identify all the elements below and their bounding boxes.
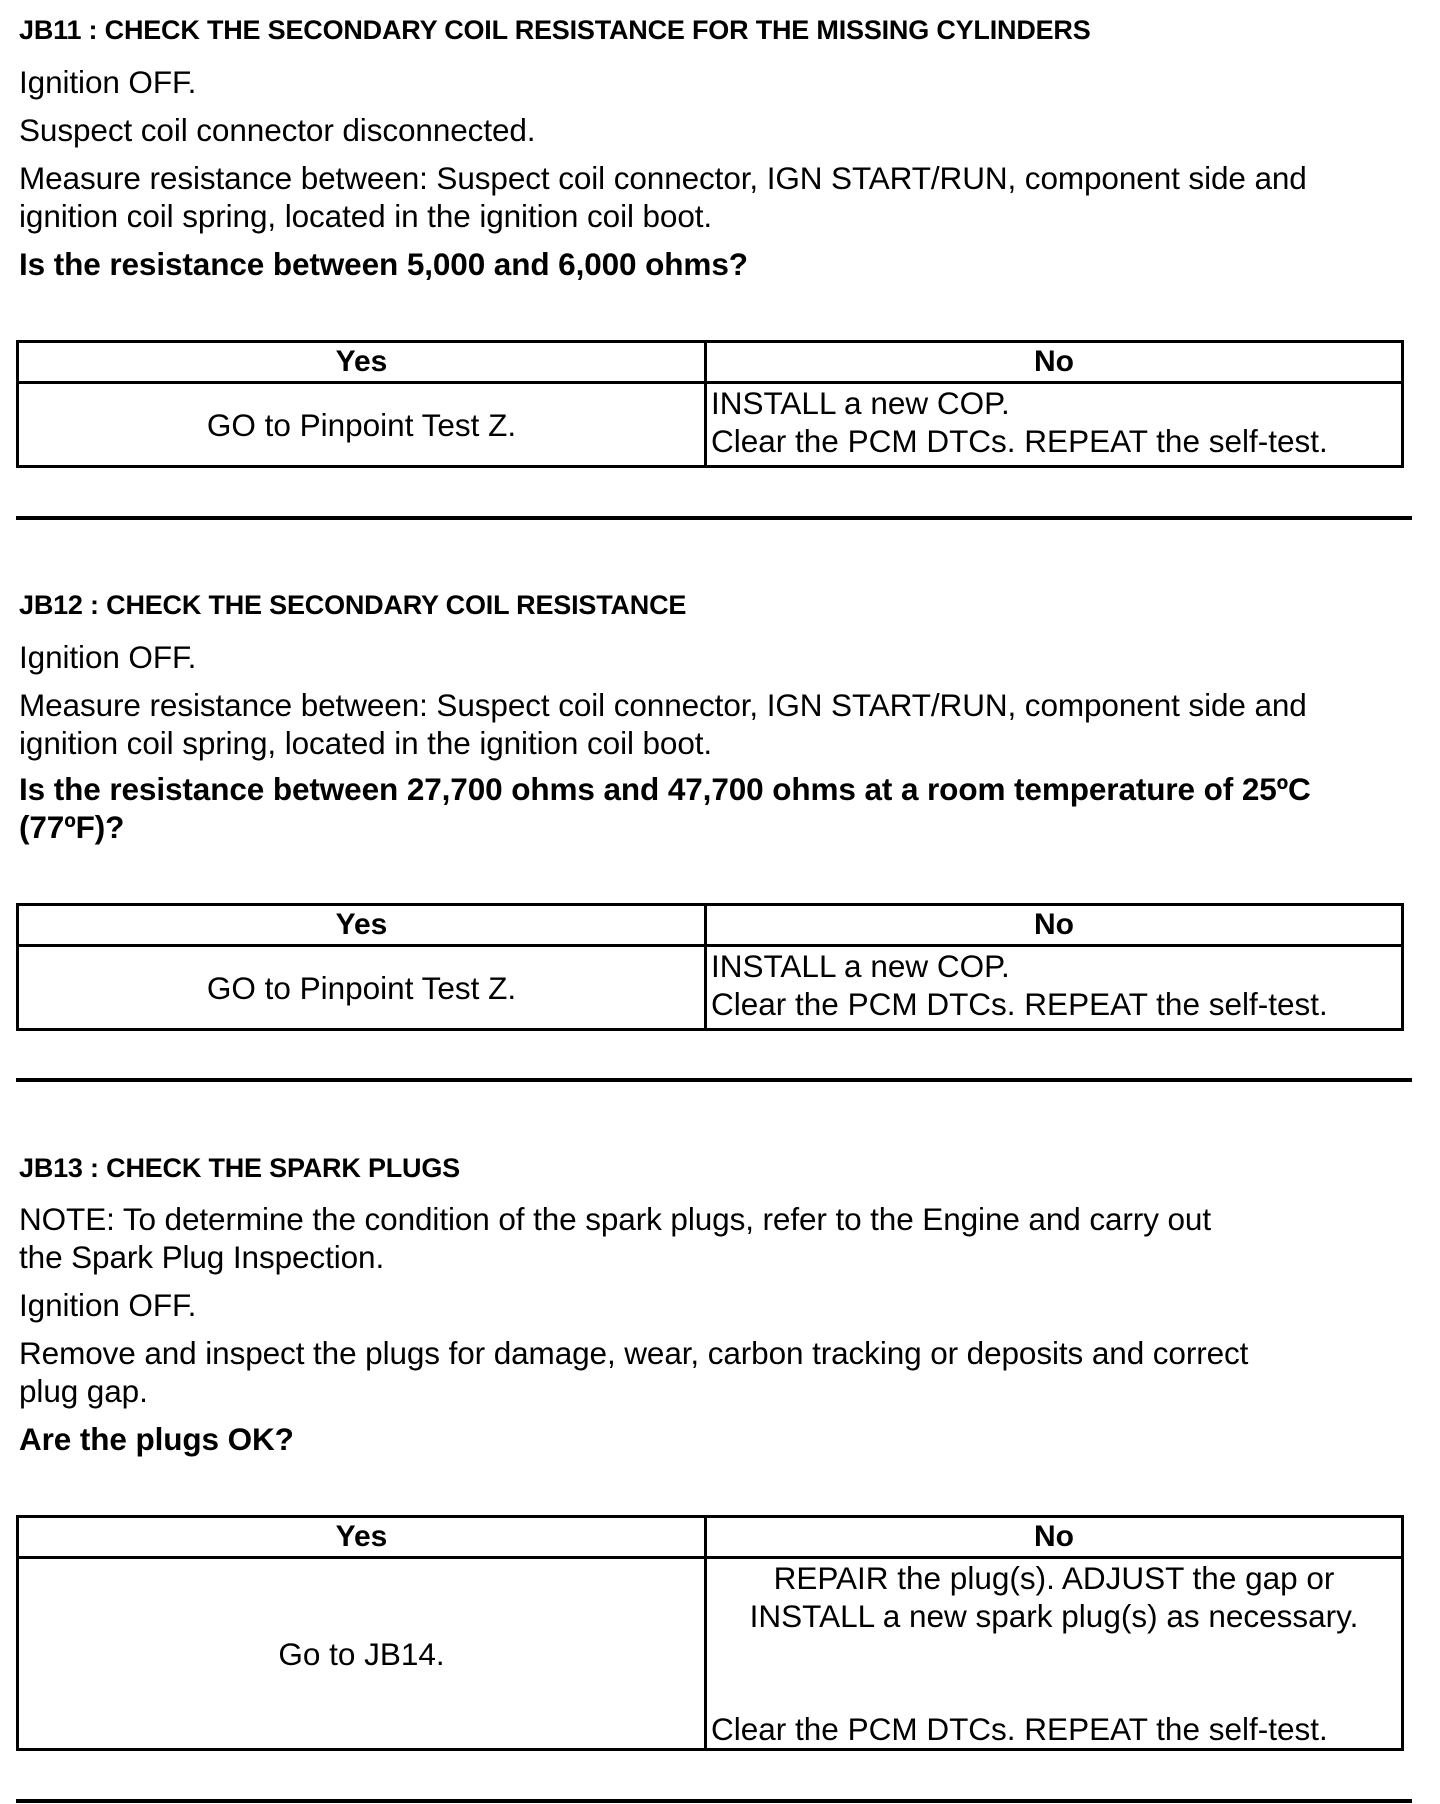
no-action-line: INSTALL a new COP. (711, 948, 1010, 984)
no-header: No (1034, 1520, 1074, 1553)
no-header: No (1034, 908, 1074, 941)
table-header-row (19, 1518, 1401, 1559)
instruction-text: Ignition OFF. (19, 64, 197, 100)
step-heading: JB11 : CHECK THE SECONDARY COIL RESISTANCE FOR THE MISSING CYLINDERS (19, 15, 1091, 45)
note-text: NOTE: To determine the condition of the spark plugs, refer to the Engine and carry out the Spark Plug Inspection. (19, 1201, 1211, 1275)
yes-action: GO to Pinpoint Test Z. (206, 969, 517, 1006)
table-body-row (19, 947, 1401, 1028)
table-header-row (19, 343, 1401, 384)
no-action-line: Clear the PCM DTCs. REPEAT the self-test. (711, 1711, 1328, 1747)
no-action-line: REPAIR the plug(s). ADJUST the gap or INSTALL a new spark plug(s) as necessary. (749, 1560, 1359, 1634)
section-divider (16, 1799, 1412, 1803)
no-action-line: Clear the PCM DTCs. REPEAT the self-test. (711, 986, 1328, 1022)
no-cell (707, 1559, 1401, 1748)
yes-header: Yes (19, 343, 707, 381)
yes-header: Yes (19, 906, 707, 944)
no-header: No (1034, 345, 1074, 378)
step-question: Is the resistance between 5,000 and 6,000 ohms? (19, 246, 748, 282)
yes-cell (19, 1559, 707, 1748)
yes-cell (19, 947, 707, 1028)
yes-action: GO to Pinpoint Test Z. (206, 406, 517, 443)
decision-table (16, 903, 1404, 1031)
no-action-line: Clear the PCM DTCs. REPEAT the self-test. (711, 423, 1328, 459)
instruction-text: Measure resistance between: Suspect coil connector, IGN START/RUN, component side and ignition coil spring, located in the ignition coil boot. (19, 687, 1307, 761)
no-action-line: INSTALL a new COP. (711, 385, 1010, 421)
instruction-text: Ignition OFF. (19, 1287, 197, 1323)
table-header-row (19, 906, 1401, 947)
step-heading: JB13 : CHECK THE SPARK PLUGS (19, 1153, 460, 1183)
table-body-row (19, 1559, 1401, 1748)
step-question: Is the resistance between 27,700 ohms and 47,700 ohms at a room temperature of 25ºC (77ºF)? (19, 771, 1311, 845)
step-question: Are the plugs OK? (19, 1421, 294, 1457)
step-heading: JB12 : CHECK THE SECONDARY COIL RESISTANCE (19, 590, 687, 620)
no-cell (707, 384, 1401, 465)
decision-table (16, 340, 1404, 468)
instruction-text: Suspect coil connector disconnected. (19, 112, 536, 148)
section-divider (16, 1078, 1412, 1082)
yes-header: Yes (19, 1518, 707, 1556)
instruction-text: Measure resistance between: Suspect coil connector, IGN START/RUN, component side and ignition coil spring, located in the ignition coil boot. (19, 160, 1307, 234)
decision-table (16, 1515, 1404, 1751)
yes-cell (19, 384, 707, 465)
yes-action: Go to JB14. (278, 1635, 445, 1672)
instruction-text: Ignition OFF. (19, 639, 197, 675)
no-cell (707, 947, 1401, 1028)
table-body-row (19, 384, 1401, 465)
section-divider (16, 516, 1412, 520)
instruction-text: Remove and inspect the plugs for damage, wear, carbon tracking or deposits and correct plug gap. (19, 1335, 1249, 1409)
